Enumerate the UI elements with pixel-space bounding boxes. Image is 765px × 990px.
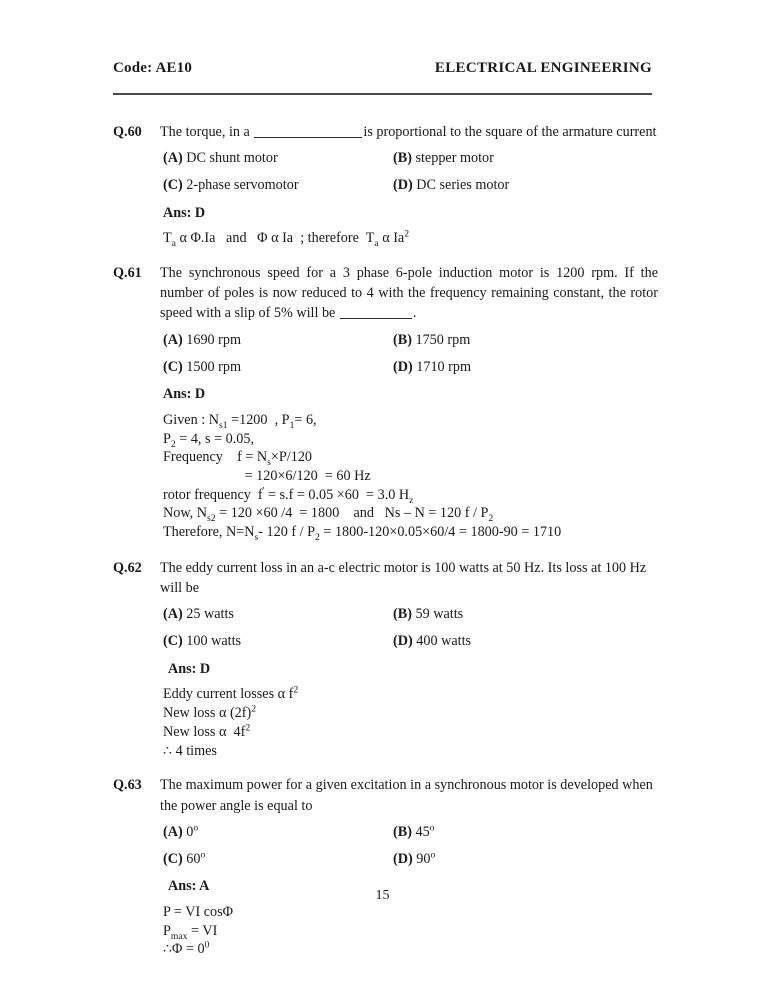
option-row [163,358,658,377]
question-label: Q.60 [113,124,142,140]
question-text: The synchronous speed for a 3 phase 6-pole induction motor is 1200 rpm. If the number of poles is now reduced to 4 with the frequency remaining constant, the rotor speed with a slip of 5% will be . [160,265,658,322]
option-a[interactable] [163,605,393,624]
option-d[interactable] [393,850,435,869]
option-label: (B) [393,823,412,840]
page-number: 15 [375,888,390,903]
paper-subject: ELECTRICAL ENGINEERING [434,60,652,76]
option-row [163,823,658,842]
solution-block [163,411,658,542]
question-label: Q.61 [113,265,142,282]
option-text: 1500 rpm [182,358,242,375]
answer-label: Ans: D [163,385,206,402]
option-text: 1710 rpm [412,358,472,375]
option-label: (C) [163,177,183,194]
option-b[interactable] [393,331,470,350]
question-text: The maximum power for a given excitation in a synchronous motor is developed when the power angle is equal to [160,777,653,814]
page-header [113,60,652,77]
options-list [163,149,658,195]
option-label: (D) [393,850,413,867]
option-label: (D) [393,633,413,650]
question-spacer [113,959,658,974]
option-text: 59 watts [411,606,464,623]
option-label: (C) [163,358,183,375]
option-row [163,331,658,350]
option-label: (A) [163,331,183,348]
option-text: 100 watts [182,633,242,650]
solution-block [163,903,658,959]
option-c[interactable] [163,176,393,195]
solution-line: $P_{max}$ = VI [163,922,218,942]
option-d[interactable] [393,358,471,377]
option-label: (A) [163,606,183,623]
question-block [113,558,658,775]
option-b[interactable] [393,823,434,842]
fill-in-blank [340,318,412,319]
question-label: Q.63 [113,777,142,794]
option-label: (D) [393,177,413,194]
option-text: DC series motor [412,177,510,194]
option-label: (B) [393,606,412,623]
solution-line: $T_a$ α Φ.Ia and Φ α Ia ; therefore $T_a$ α Ia$^2$ [163,228,410,250]
solution-line: New loss α $4f^2$ [163,722,251,740]
option-text: 400 watts [412,633,472,650]
solution-line: ∴Φ = $0^0$ [163,939,210,958]
question-row [113,775,658,815]
option-text: stepper motor [411,150,494,167]
option-label: (B) [393,331,412,348]
option-label: (C) [163,850,183,867]
option-label: (A) [163,150,183,167]
option-text: 60$^o$ [182,849,206,867]
solution-line: rotor frequency f' = s.f = 0.05 ×60 = 3.0 $H_z$ [163,485,414,506]
options-list [163,331,658,377]
option-d[interactable] [393,176,509,195]
option-a[interactable] [163,149,393,168]
question-spacer [113,248,658,263]
solution-line: Eddy current losses α $f^2$ [163,684,299,703]
answer-label: Ans: A [168,878,210,895]
options-list [163,605,658,651]
answer-label: Ans: D [163,204,206,221]
question-text: The eddy current loss in an a-c electric motor is 100 watts at 50 Hz. Its loss at 100 Hz will be [160,559,647,597]
question-label: Q.62 [113,559,142,576]
header-divider [113,93,652,95]
questions-container [113,122,658,974]
option-row [163,850,658,869]
question-row [113,122,658,142]
question-row [113,263,658,323]
solution-line: Therefore, $N=N_s-$ 120 $f / P_2 = 1800-120\times 0.05\times 60/4 = 1800-90 = 1710$ [163,524,562,544]
solution-block [163,229,658,248]
question-block [113,263,658,558]
option-a[interactable] [163,823,393,842]
solution-block [163,685,658,760]
question-spacer [113,542,658,558]
option-row [163,176,658,195]
option-label: (C) [163,633,183,650]
option-c[interactable] [163,850,393,869]
option-label: (D) [393,358,413,375]
option-label: (B) [393,150,412,167]
option-text: 2-phase servomotor [182,177,299,194]
option-c[interactable] [163,632,393,651]
option-text: 90$^o$ [412,849,436,867]
option-text: 1690 rpm [182,331,242,348]
option-row [163,149,658,168]
question-text: The torque, in a is proportional to the square of the armature current [160,124,657,140]
page-footer [0,888,765,904]
solution-line: New loss α $(2f)^2$ [163,703,257,722]
solution-line: = 120×6/120 = 60 Hz [163,468,371,484]
options-list [163,823,658,869]
option-row [163,605,658,624]
solution-line: Given : $N_{s1} =1200$ , $P_1= 6$, [163,411,317,431]
option-row [163,632,658,651]
question-row [113,558,658,598]
option-b[interactable] [393,149,494,168]
question-spacer [113,760,658,775]
fill-in-blank [254,137,362,138]
option-text: 45$^o$ [411,821,435,840]
solution-line: Frequency $f = N_s\times P/120$ [163,449,313,469]
solution-line: $P_2 = 4$, s = 0.05, [163,430,254,450]
option-d[interactable] [393,632,471,651]
answer-label: Ans: D [168,660,211,677]
solution-line: Now, $N_{s2} = 120 \times 60$ /4 = 1800 and Ns – N = 120 f / $P_2$ [163,505,494,525]
option-label: (A) [163,823,183,840]
option-text: 25 watts [182,606,234,623]
option-c[interactable] [163,358,393,377]
option-text: 1750 rpm [411,331,471,348]
question-block [113,775,658,974]
option-text: 0$^o$ [182,821,199,840]
solution-line: P = VI cosΦ [163,903,234,920]
solution-line: ∴ 4 times [163,742,217,759]
option-text: DC shunt motor [182,150,278,167]
question-block [113,122,658,263]
option-b[interactable] [393,605,463,624]
paper-code: Code: AE10 [113,60,193,76]
option-a[interactable] [163,331,393,350]
